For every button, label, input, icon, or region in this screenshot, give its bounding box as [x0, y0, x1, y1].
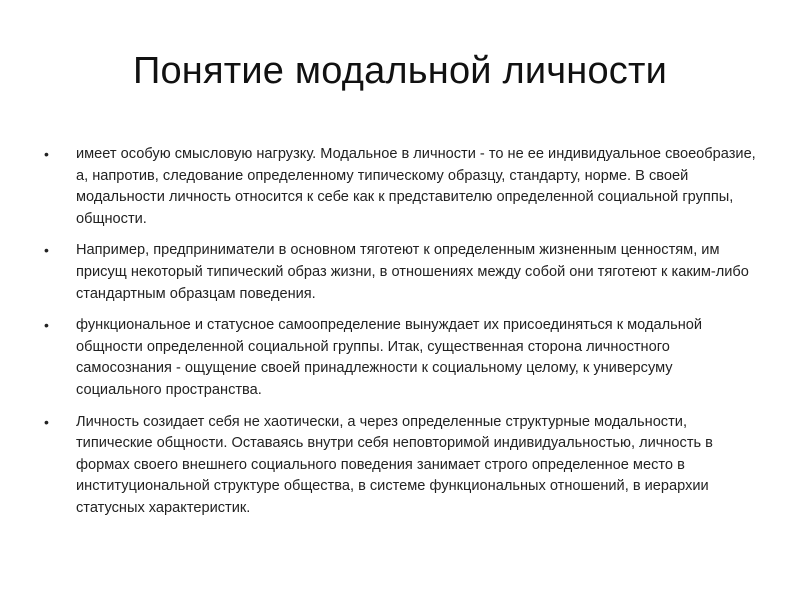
- bullet-item: [40, 412, 760, 520]
- bullet-dot-icon: •: [44, 242, 49, 259]
- bullet-dot-icon: •: [44, 146, 49, 162]
- bullet-text: функциональное и статусное самоопределение вынуждает их присоединяться к модальной общности определенной социальной группы. Итак, существенная сторона личностного самосознания - ощущение своей принадлежности к социальному целому, к универсуму социального пространства.: [76, 317, 703, 398]
- bullet-dot-icon: •: [44, 413, 49, 430]
- bullet-dot-icon: •: [44, 317, 49, 334]
- slide-title: Понятие модальной личности: [132, 50, 668, 92]
- bullet-list: [40, 144, 760, 530]
- bullet-item: [40, 144, 760, 230]
- bullet-item: [40, 240, 760, 305]
- bullet-text: имеет особую смысловую нагрузку. Модальное в личности - то не ее индивидуальное своеобразие, а, напротив, следование определенному типическому образцу, стандарту, норме. В своей модальности личность относится к себе как к представителю определенной социальной группы, общности.: [76, 146, 756, 227]
- bullet-text: Например, предприниматели в основном тяготеют к определенным жизненным ценностям, им присущ некоторый типический образ жизни, в отношениях между собой они тяготеют к каким-либо стандартным образцам поведения.: [76, 242, 749, 302]
- bullet-item: [40, 315, 760, 401]
- bullet-text: Личность созидает себя не хаотически, а через определенные структурные модальности, типические общности. Оставаясь внутри себя неповторимой индивидуальностью, личность в формах своего внешнего социального поведения занимает строго определенное место в институциональной структуре общества, в системе функциональных отношений, в иерархии статусных характеристик.: [76, 413, 713, 516]
